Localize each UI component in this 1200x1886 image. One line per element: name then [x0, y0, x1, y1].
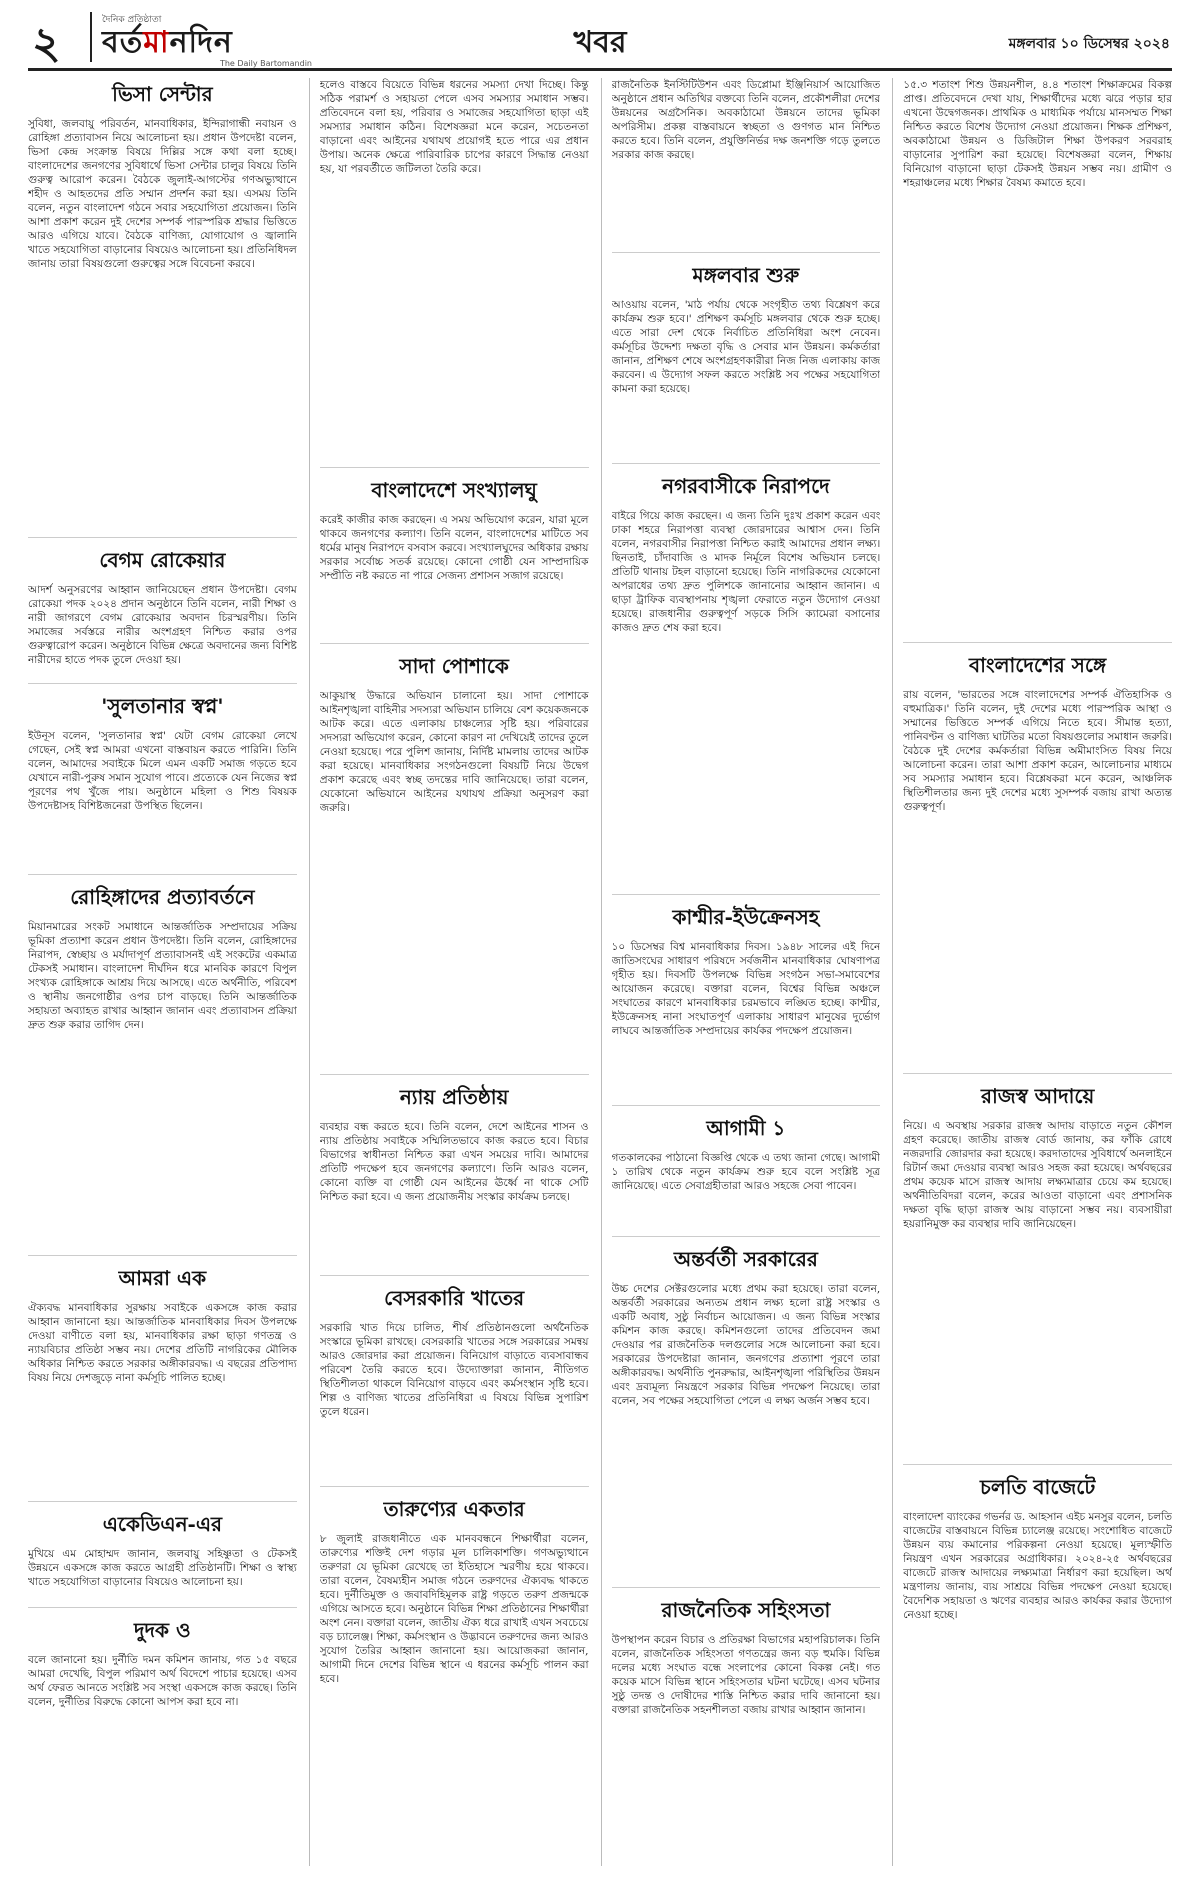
- headline: আগামী ১: [706, 1116, 786, 1140]
- headline: 'সুলতানার স্বপ্ন': [101, 694, 224, 718]
- headline: একেডিএন-এর: [102, 1512, 223, 1536]
- article-body: মিয়ানমারের সংকট সমাধানে আন্তর্জাতিক সম্প্রদায়ের সক্রিয় ভূমিকা প্রত্যাশা করেন প্রধান উপদেষ্টা। তিনি বলেন, রোহিঙ্গাদের নিরাপদ, স্বেচ্ছায় ও মর্যাদাপূর্ণ প্রত্যাবাসনই এই সংকটের একমাত্র টেকসই সমাধান। বাংলাদেশ দীর্ঘদিন ধরে মানবিক কারণে বিপুল সংখ্যক রোহিঙ্গাকে আশ্রয় দিয়ে আসছে। এতে অর্থনীতি, পরিবেশ ও স্থানীয় জনগোষ্ঠীর ওপর চাপ বাড়ছে। তিনি আন্তর্জাতিক সহায়তা অব্যাহত রাখার আহ্বান জানান এবং প্রত্যাবাসন প্রক্রিয়া দ্রুত শুরু করার তাগিদ দেন।: [28, 921, 297, 1031]
- article-rajnoitik: [612, 1594, 881, 1866]
- headline: বাংলাদেশের সঙ্গে: [969, 653, 1107, 677]
- article-body: উপস্থাপন করেন বিচার ও প্রতিরক্ষা বিভাগের মহাপরিচালক। তিনি বলেন, রাজনৈতিক সহিংসতা গণতন্ত্রের জন্য বড় হুমকি। বিভিন্ন দলের মধ্যে সংঘাত বন্ধে সংলাপের কোনো বিকল্প নেই। গত কয়েক মাসে বিভিন্ন স্থানে সহিংসতার ঘটনা ঘটেছে। এসব ঘটনার সুষ্ঠু তদন্ত ও দোষীদের শাস্তি নিশ্চিত করার দাবি জানানো হয়। বক্তারা রাজনৈতিক সহনশীলতা বজায় রাখার আহ্বান জানান।: [611, 1634, 881, 1716]
- article-continued-education: [903, 78, 1172, 643]
- article-antorboti: [612, 1243, 881, 1588]
- article-body: রায় বলেন, 'ভারতের সঙ্গে বাংলাদেশের সম্পর্ক ঐতিহাসিক ও বহুমাত্রিক।' তিনি বলেন, দুই দেশের মধ্যে পারস্পরিক আস্থা ও সম্মানের ভিত্তিতে সম্পর্ক এগিয়ে নিতে হবে। সীমান্ত হত্যা, পানিবণ্টন ও বাণিজ্য ঘাটতির মতো বিষয়গুলোর সমাধান জরুরি। বৈঠকে দুই দেশের কর্মকর্তারা বিভিন্ন অমীমাংসিত বিষয় নিয়ে আলোচনা করেন। তারা আশা প্রকাশ করেন, আলোচনার মাধ্যমে সব সমস্যার সমাধান হবে। বিশ্লেষকরা মনে করেন, আঞ্চলিক স্থিতিশীলতার জন্য দুই দেশের মধ্যে সুসম্পর্ক বজায় রাখা অত্যন্ত গুরুত্বপূর্ণ।: [903, 689, 1172, 813]
- logo-english-name: The Daily Bartomandin: [219, 59, 312, 68]
- article-body: বাংলাদেশ ব্যাংকের গভর্নর ড. আহসান এইচ মনসুর বলেন, চলতি বাজেটের বাস্তবায়নে বিভিন্ন চ্যালেঞ্জ রয়েছে। সংশোধিত বাজেটে উন্নয়ন ব্যয় কমানোর পরিকল্পনা নেওয়া হয়েছে। মূল্যস্ফীতি নিয়ন্ত্রণ এখন সরকারের অগ্রাধিকার। ২০২৪-২৫ অর্থবছরের বাজেটে রাজস্ব আদায়ের লক্ষ্যমাত্রা নির্ধারণ করা হয়েছিল। অর্থ মন্ত্রণালয় জানায়, ব্যয় সাশ্রয়ে বিভিন্ন পদক্ষেপ নেওয়া হয়েছে। বৈদেশিক সহায়তা ও ঋণের ব্যবহার আরও কার্যকর করার উদ্যোগ নেওয়া হচ্ছে।: [903, 1511, 1172, 1621]
- article-budget: [903, 1471, 1172, 1866]
- article-body: সরকারি খাত দিয়ে চালিত, শীর্ষ প্রতিষ্ঠানগুলো অর্থনৈতিক সংস্কারে ভূমিকা রাখছে। বেসরকারি খাতের সঙ্গে সরকারের সমন্বয় আরও জোরদার করা প্রয়োজন। বিনিয়োগ বাড়াতে ব্যবসাবান্ধব পরিবেশ তৈরি করতে হবে। উদ্যোক্তারা জানান, নীতিগত স্থিতিশীলতা থাকলে বিনিয়োগ বাড়বে এবং কর্মসংস্থান সৃষ্টি হবে। শিল্প ও বাণিজ্য খাতের প্রতিনিধিরা এ বিষয়ে বিভিন্ন সুপারিশ তুলে ধরেন।: [319, 1322, 589, 1418]
- article-body: নিয়ে। এ অবস্থায় সরকার রাজস্ব আদায় বাড়াতে নতুন কৌশল গ্রহণ করেছে। জাতীয় রাজস্ব বোর্ড জানায়, কর ফাঁকি রোধে নজরদারি জোরদার করা হয়েছে। করদাতাদের সুবিধার্থে অনলাইনে রিটার্ন জমা দেওয়ার ব্যবস্থা আরও সহজ করা হয়েছে। অর্থবছরের প্রথম কয়েক মাসে রাজস্ব আদায় লক্ষ্যমাত্রার চেয়ে কম হয়েছে। অর্থনীতিবিদরা বলেন, করের আওতা বাড়ানো এবং প্রশাসনিক দক্ষতা বৃদ্ধি ছাড়া রাজস্ব আয় বাড়ানো সম্ভব নয়। ব্যবসায়ীরা হয়রানিমুক্ত কর ব্যবস্থার দাবি জানিয়েছেন।: [903, 1120, 1172, 1230]
- column-3: [601, 78, 881, 1866]
- article-sultana: [28, 690, 297, 875]
- section-title: খবর: [573, 25, 627, 60]
- headline: রাজনৈতিক সহিংসতা: [661, 1598, 831, 1622]
- article-tarunya: [320, 1493, 589, 1866]
- article-continued-marriage: [320, 78, 589, 468]
- article-kashmir: [612, 901, 881, 1106]
- article-amra: [28, 1262, 297, 1502]
- article-visa: [28, 78, 297, 538]
- article-nagar: [612, 470, 881, 895]
- article-rohingya: [28, 881, 297, 1256]
- article-body: আওয়ায় বলেন, 'মাঠ পর্যায় থেকে সংগৃহীত তথ্য বিশ্লেষণ করে কার্যক্রম শুরু হবে।' প্রশিক্ষণ কর্মসূচি মঙ্গলবার থেকে শুরু হচ্ছে। এতে সারা দেশ থেকে নির্বাচিত প্রতিনিধিরা অংশ নেবেন। কর্মসূচির উদ্দেশ্য দক্ষতা বৃদ্ধি ও সেবার মান উন্নয়ন। কর্মকর্তারা জানান, প্রশিক্ষণ শেষে অংশগ্রহণকারীরা নিজ নিজ এলাকায় কাজ করবেন। এ উদ্যোগ সফল করতে সংশ্লিষ্ট সব পক্ষের সহযোগিতা কামনা করা হয়েছে।: [611, 299, 881, 395]
- article-besorkari: [320, 1282, 589, 1487]
- article-body: ৮ জুলাই রাজধানীতে এক মানববন্ধনে শিক্ষার্থীরা বলেন, তারুণ্যের শক্তিই দেশ গড়ার মূল চালিকাশক্তি। গণঅভ্যুত্থানে তরুণরা যে ভূমিকা রেখেছে তা ইতিহাসে স্মরণীয় হয়ে থাকবে। তারা বলেন, বৈষম্যহীন সমাজ গঠনে তরুণদের ঐক্যবদ্ধ থাকতে হবে। দুর্নীতিমুক্ত ও জবাবদিহিমূলক রাষ্ট্র গড়তে তরুণ প্রজন্মকে এগিয়ে আসতে হবে। অনুষ্ঠানে বিভিন্ন শিক্ষা প্রতিষ্ঠানের শিক্ষার্থীরা অংশ নেন। বক্তারা বলেন, জাতীয় ঐক্য ধরে রাখাই এখন সবচেয়ে বড় চ্যালেঞ্জ। শিক্ষা, কর্মসংস্থান ও উদ্ভাবনে তরুণদের জন্য আরও সুযোগ তৈরির আহ্বান জানানো হয়। আয়োজকরা জানান, আগামী দিনে দেশের বিভিন্ন স্থানে এ ধরনের কর্মসূচি পালন করা হবে।: [319, 1533, 589, 1685]
- headline: রোহিঙ্গাদের প্রত্যাবর্তনে: [70, 885, 255, 909]
- article-bangladesh: [903, 649, 1172, 1074]
- headline: দুদক ও: [134, 1618, 191, 1642]
- article-continued-institution: [612, 78, 881, 253]
- article-nyay: [320, 1081, 589, 1276]
- headline: আমরা এক: [118, 1266, 207, 1290]
- headline: বেসরকারি খাতের: [384, 1286, 525, 1310]
- article-body: বাইরে গিয়ে কাজ করছেন। এ জন্য তিনি দুঃখ প্রকাশ করেন এবং ঢাকা শহরে নিরাপত্তা ব্যবস্থা জোরদারের আশ্বাস দেন। তিনি বলেন, নগরবাসীর নিরাপত্তা নিশ্চিত করাই আমাদের প্রধান লক্ষ্য। ছিনতাই, চাঁদাবাজি ও মাদক নির্মূলে বিশেষ অভিযান চলছে। প্রতিটি থানায় টহল বাড়ানো হয়েছে। তিনি নাগরিকদের যেকোনো অপরাধের তথ্য দ্রুত পুলিশকে জানানোর আহ্বান জানান। এ ছাড়া ট্রাফিক ব্যবস্থাপনায় শৃঙ্খলা ফেরাতে নতুন উদ্যোগ নেওয়া হয়েছে। রাজধানীর গুরুত্বপূর্ণ সড়কে সিসি ক্যামেরা বসানোর কাজও দ্রুত শেষ করা হবে।: [611, 510, 881, 634]
- article-rajosso: [903, 1080, 1172, 1465]
- article-body: আদর্শ অনুসরণের আহ্বান জানিয়েছেন প্রধান উপদেষ্টা। বেগম রোকেয়া পদক ২০২৪ প্রদান অনুষ্ঠানে তিনি বলেন, নারী শিক্ষা ও নারী জাগরণে বেগম রোকেয়ার অবদান চিরস্মরণীয়। তিনি সমাজের সর্বস্তরে নারীর অংশগ্রহণ নিশ্চিত করার ওপর গুরুত্বারোপ করেন। অনুষ্ঠানে বিভিন্ন ক্ষেত্রে অবদানের জন্য বিশিষ্ট নারীদের হাতে পদক তুলে দেওয়া হয়।: [28, 584, 297, 666]
- article-acdn: [28, 1508, 297, 1608]
- article-mongol: [612, 259, 881, 464]
- column-1: [28, 78, 297, 1866]
- logo-part-c: নদিন: [169, 25, 233, 60]
- headline: মঙ্গলবার শুরু: [692, 263, 800, 287]
- article-body: ১০ ডিসেম্বর বিশ্ব মানবাধিকার দিবস। ১৯৪৮ সালের এই দিনে জাতিসংঘের সাধারণ পরিষদে সর্বজনীন মানবাধিকার ঘোষণাপত্র গৃহীত হয়। দিবসটি উপলক্ষে বিভিন্ন সংগঠন সভা-সমাবেশের আয়োজন করেছে। বক্তারা বলেন, বিশ্বের বিভিন্ন অঞ্চলে সংঘাতের কারণে মানবাধিকার চরমভাবে লঙ্ঘিত হচ্ছে। কাশ্মীর, ইউক্রেনসহ নানা সংঘাতপূর্ণ এলাকায় সাধারণ মানুষের দুর্ভোগ লাঘবে আন্তর্জাতিক সম্প্রদায়ের কার্যকর পদক্ষেপ প্রয়োজন।: [611, 941, 881, 1037]
- article-body: হলেও বাস্তবে বিয়েতে বিভিন্ন ধরনের সমস্যা দেখা দিচ্ছে। কিন্তু সঠিক পরামর্শ ও সহায়তা পেলে এসব সমস্যার সমাধান সম্ভব। প্রতিবেদনে বলা হয়, পরিবার ও সমাজের সহযোগিতা ছাড়া এই সমস্যার সমাধান কঠিন। বিশেষজ্ঞরা মনে করেন, সচেতনতা বাড়ানো এবং আইনের যথাযথ প্রয়োগই হতে পারে এর প্রধান উপায়। অনেক ক্ষেত্রে পারিবারিক চাপের কারণে সিদ্ধান্ত নেওয়া হয়, যা পরবর্তীতে জটিলতা তৈরি করে।: [319, 79, 589, 175]
- headline: কাশ্মীর-ইউক্রেনসহ: [672, 905, 820, 929]
- column-2: [309, 78, 589, 1866]
- article-body: ঐক্যবদ্ধ মানবাধিকার সুরক্ষায় সবাইকে একসঙ্গে কাজ করার আহ্বান জানানো হয়। আন্তর্জাতিক মানবাধিকার দিবস উপলক্ষে দেওয়া বাণীতে বলা হয়, মানবাধিকার রক্ষা ছাড়া গণতন্ত্র ও ন্যায়বিচার প্রতিষ্ঠা সম্ভব নয়। দেশের প্রতিটি নাগরিকের মৌলিক অধিকার নিশ্চিত করতে সরকার অঙ্গীকারবদ্ধ। এ বছরের প্রতিপাদ্য বিষয় নিয়ে দেশজুড়ে নানা কর্মসূচি পালিত হচ্ছে।: [28, 1302, 297, 1384]
- headline: ভিসা সেন্টার: [112, 82, 213, 106]
- headline: রাজস্ব আদায়ে: [980, 1084, 1095, 1108]
- headline: বেগম রোকেয়ার: [99, 548, 226, 572]
- article-body: বলে জানানো হয়। দুর্নীতি দমন কমিশন জানায়, গত ১৫ বছরে আমরা দেখেছি, বিপুল পরিমাণ অর্থ বিদেশে পাচার হয়েছে। এসব অর্থ ফেরত আনতে সংশ্লিষ্ট সব সংস্থা একসঙ্গে কাজ করছে। তিনি বলেন, দুর্নীতির বিরুদ্ধে কোনো আপস করা হবে না।: [28, 1654, 297, 1708]
- logo-part-b: মা: [143, 25, 170, 60]
- article-body: ইউনূস বলেন, 'সুলতানার স্বপ্ন' যেটা বেগম রোকেয়া লেখে গেছেন, সেই স্বপ্ন আমরা এখনো বাস্তবায়ন করতে পারিনি। তিনি বলেন, আমাদের সবাইকে মিলে এমন একটি সমাজ গড়তে হবে যেখানে নারী-পুরুষ সমান সুযোগ পাবে। প্রত্যেকে যেন নিজের স্বপ্ন পূরণের পথ খুঁজে পায়। অনুষ্ঠানে মহিলা ও শিশু বিষয়ক উপদেষ্টাসহ বিশিষ্টজনেরা উপস্থিত ছিলেন।: [28, 730, 297, 812]
- article-body: সুবিধা, জলবায়ু পরিবর্তন, মানবাধিকার, ইন্দিরাগান্ধী নবায়ন ও রোহিঙ্গা প্রত্যাবাসন নিয়ে আলোচনা হয়। প্রধান উপদেষ্টা বলেন, ভিসা কেন্দ্র সংক্রান্ত বিষয়ে দিল্লির সঙ্গে কথা বলা হচ্ছে। বাংলাদেশের জনগণের সুবিধার্থে ভিসা সেন্টার চালুর বিষয়ে তিনি গুরুত্ব আরোপ করেন। বৈঠকে জুলাই-আগস্টের গণঅভ্যুত্থানে শহীদ ও আহতদের প্রতি সম্মান প্রদর্শন করা হয়। এসময় তিনি বলেন, নতুন বাংলাদেশ গঠনে সবার সহযোগিতা প্রয়োজন। তিনি আশা প্রকাশ করেন দুই দেশের সম্পর্ক পারস্পরিক শ্রদ্ধার ভিত্তিতে আরও এগিয়ে যাবে। বৈঠকে বাণিজ্য, যোগাযোগ ও জ্বালানি খাতে সহযোগিতা বাড়ানোর বিষয়েও আলোচনা হয়। প্রতিনিধিদল জানায় তারা বিষয়গুলো গুরুত্বের সঙ্গে বিবেচনা করবে।: [28, 118, 297, 270]
- article-sada: [320, 650, 589, 1075]
- article-body: করেই কাজীর কাজ করছেন। এ সময় অভিযোগ করেন, যারা মূলে থাকবে জনগণের কল্যাণ। তিনি বলেন, বাংলাদেশের মাটিতে সব ধর্মের মানুষ নিরাপদে বসবাস করবে। সংখ্যালঘুদের অধিকার রক্ষায় সরকার সর্বোচ্চ সতর্ক রয়েছে। কোনো গোষ্ঠী যেন সাম্প্রদায়িক সম্প্রীতি নষ্ট করতে না পারে সেজন্য প্রশাসন সজাগ রয়েছে।: [319, 514, 589, 582]
- headline: সাদা পোশাকে: [399, 654, 509, 678]
- headline: ন্যায় প্রতিষ্ঠায়: [399, 1085, 509, 1109]
- page-number: ২: [32, 18, 61, 69]
- article-body: রাজনৈতিক ইনস্টিটিউশন এবং ডিপ্লোমা ইঞ্জিনিয়ার্স আয়োজিত অনুষ্ঠানে প্রধান অতিথির বক্তব্যে তিনি বলেন, প্রকৌশলীরা দেশের উন্নয়নের অগ্রসৈনিক। অবকাঠামো উন্নয়নে তাদের ভূমিকা অপরিসীম। প্রকল্প বাস্তবায়নে স্বচ্ছতা ও গুণগত মান নিশ্চিত করতে হবে। তিনি বলেন, প্রযুক্তিনির্ভর দক্ষ জনশক্তি গড়ে তুলতে সরকার কাজ করছে।: [611, 79, 881, 161]
- logo-tagline: দৈনিক প্রতিষ্ঠাতা: [102, 15, 162, 25]
- headline: চলতি বাজেটে: [980, 1475, 1096, 1499]
- article-rokeya: [28, 544, 297, 684]
- headline: তারুণ্যের একতার: [383, 1497, 525, 1521]
- masthead: [28, 8, 1172, 71]
- headline: নগরবাসীকে নিরাপদে: [662, 474, 830, 498]
- article-body: ব্যবহার বন্ধ করতে হবে। তিনি বলেন, দেশে আইনের শাসন ও ন্যায় প্রতিষ্ঠায় সবাইকে সম্মিলিতভাবে কাজ করতে হবে। বিচার বিভাগের স্বাধীনতা নিশ্চিত করা এখন সময়ের দাবি। আমাদের প্রতিটি পদক্ষেপ হবে জনগণের কল্যাণে। তিনি আরও বলেন, কোনো ব্যক্তি বা গোষ্ঠী যেন আইনের ঊর্ধ্বে না থাকে সেটি নিশ্চিত করা হবে। এ জন্য প্রয়োজনীয় সংস্কার কার্যক্রম চলছে।: [319, 1121, 589, 1203]
- issue-date: মঙ্গলবার ১০ ডিসেম্বর ২০২৪: [1008, 36, 1170, 52]
- article-body: আকুয়াস্থ উদ্ধারে অভিযান চালানো হয়। সাদা পোশাকে আইনশৃঙ্খলা বাহিনীর সদস্যরা অভিযান চালিয়ে বেশ কয়েকজনকে আটক করে। এতে এলাকায় চাঞ্চল্যের সৃষ্টি হয়। পরিবারের সদস্যরা অভিযোগ করেন, কোনো কারণ না দেখিয়েই তাদের তুলে নেওয়া হয়েছে। পরে পুলিশ জানায়, নির্দিষ্ট মামলায় তাদের আটক করা হয়েছে। মানবাধিকার সংগঠনগুলো বিষয়টি নিয়ে উদ্বেগ প্রকাশ করেছে এবং স্বচ্ছ তদন্তের দাবি জানিয়েছে। তারা বলেন, যেকোনো অভিযানে আইনের যথাযথ প্রক্রিয়া অনুসরণ করা জরুরি।: [319, 690, 589, 814]
- article-body: উচ্চ দেশের সেক্টরগুলোর মধ্যে প্রথম করা হয়েছে। তারা বলেন, অন্তর্বর্তী সরকারের অন্যতম প্রধান লক্ষ্য হলো রাষ্ট্র সংস্কার ও একটি অবাধ, সুষ্ঠু নির্বাচন আয়োজন। এ জন্য বিভিন্ন সংস্কার কমিশন কাজ করছে। কমিশনগুলো তাদের প্রতিবেদন জমা দেওয়ার পর রাজনৈতিক দলগুলোর সঙ্গে আলোচনা করা হবে। সরকারের উপদেষ্টারা জানান, জনগণের প্রত্যাশা পূরণে তারা অঙ্গীকারবদ্ধ। অর্থনীতি পুনরুদ্ধার, আইনশৃঙ্খলা পরিস্থিতির উন্নয়ন এবং দ্রব্যমূল্য নিয়ন্ত্রণে সরকার বিভিন্ন পদক্ষেপ নিয়েছে। তারা বলেন, সব পক্ষের সহযোগিতা পেলে এ লক্ষ্য অর্জন সম্ভব হবে।: [611, 1283, 881, 1407]
- logo-part-a: বর্ত: [102, 25, 144, 60]
- article-body: মুখিয়ে এম মোহাম্মদ জানান, জলবায়ু সহিষ্ণুতা ও টেকসই উন্নয়নে একসঙ্গে কাজ করতে আগ্রহী প্রতিষ্ঠানটি। শিক্ষা ও স্বাস্থ্য খাতে সহযোগিতা বাড়ানোর বিষয়েও আলোচনা হয়।: [28, 1548, 297, 1588]
- article-columns: [28, 78, 1172, 1866]
- headline: অন্তর্বর্তী সরকারের: [673, 1247, 818, 1271]
- article-body: গতকালকের পাঠানো বিজ্ঞপ্তি থেকে এ তথ্য জানা গেছে। আগামী ১ তারিখ থেকে নতুন কার্যক্রম শুরু হবে বলে সংশ্লিষ্ট সূত্র জানিয়েছে। এতে সেবাগ্রহীতারা আরও সহজে সেবা পাবেন।: [611, 1152, 881, 1192]
- article-dudok: [28, 1614, 297, 1866]
- article-sankhyalaghu: [320, 474, 589, 644]
- article-body: ১৫.৩ শতাংশ শিশু উন্নয়নশীল, ৪.৪ শতাংশ শিক্ষাক্রমের বিকল্প প্রাপ্ত। প্রতিবেদনে দেখা যায়, শিক্ষার্থীদের মধ্যে ঝরে পড়ার হার এখনো উদ্বেগজনক। প্রাথমিক ও মাধ্যমিক পর্যায়ে মানসম্মত শিক্ষা নিশ্চিত করতে বিশেষ উদ্যোগ নেওয়া প্রয়োজন। শিক্ষক প্রশিক্ষণ, অবকাঠামো উন্নয়ন ও ডিজিটাল শিক্ষা উপকরণ সরবরাহ বাড়ানোর সুপারিশ করা হয়েছে। বিশেষজ্ঞরা বলেন, শিক্ষায় বিনিয়োগ বাড়ানো ছাড়া টেকসই উন্নয়ন সম্ভব নয়। গ্রামীণ ও শহরাঞ্চলের মধ্যে শিক্ষার বৈষম্য কমাতে হবে।: [903, 79, 1172, 189]
- article-agami: [612, 1112, 881, 1237]
- column-4: [892, 78, 1172, 1866]
- headline: বাংলাদেশে সংখ্যালঘু: [371, 478, 537, 502]
